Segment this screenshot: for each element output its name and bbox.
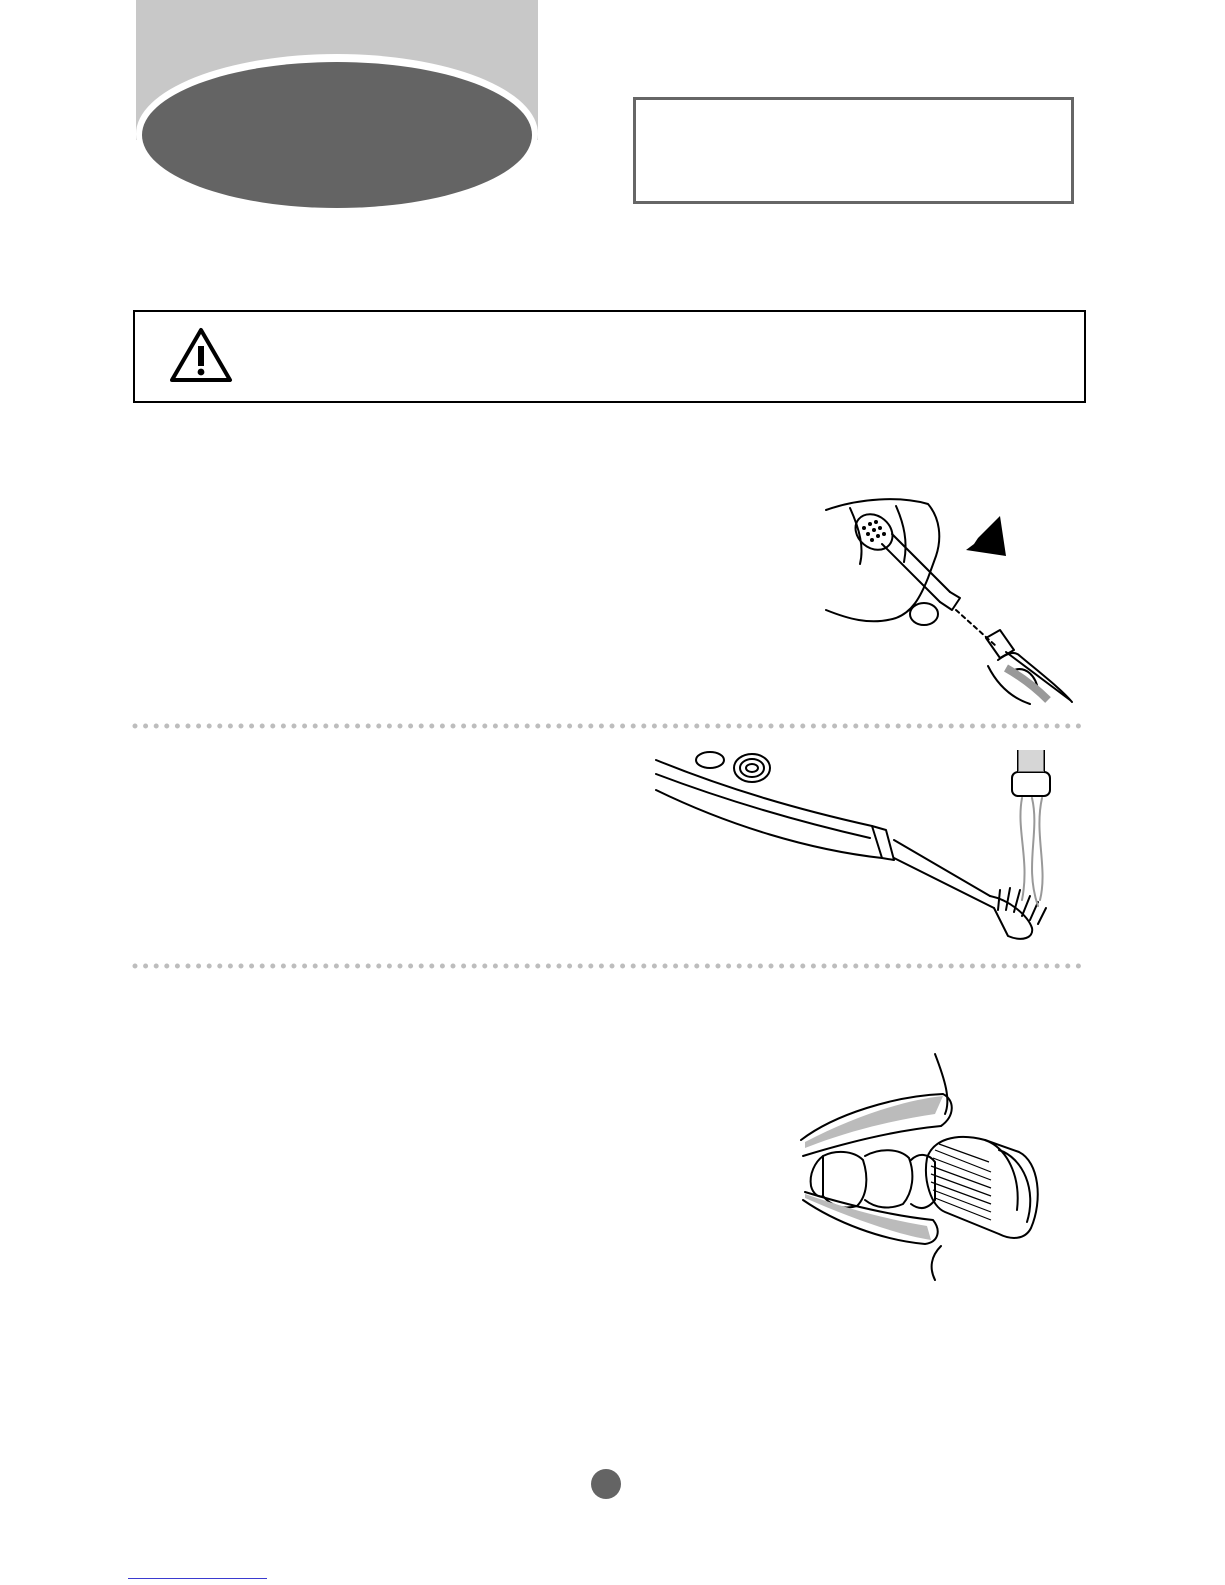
warning-box	[133, 310, 1086, 403]
page-number-circle-icon	[589, 1467, 623, 1501]
brushing-teeth-illustration	[795, 1050, 1045, 1295]
footer-link[interactable]	[128, 1578, 267, 1579]
dotted-separator-1	[130, 720, 1085, 732]
dotted-separator-2	[130, 960, 1085, 972]
warning-triangle-icon	[168, 326, 234, 384]
rinse-brush-illustration	[650, 750, 1090, 950]
header-box	[633, 97, 1074, 204]
attach-brush-head-illustration	[800, 490, 1090, 705]
